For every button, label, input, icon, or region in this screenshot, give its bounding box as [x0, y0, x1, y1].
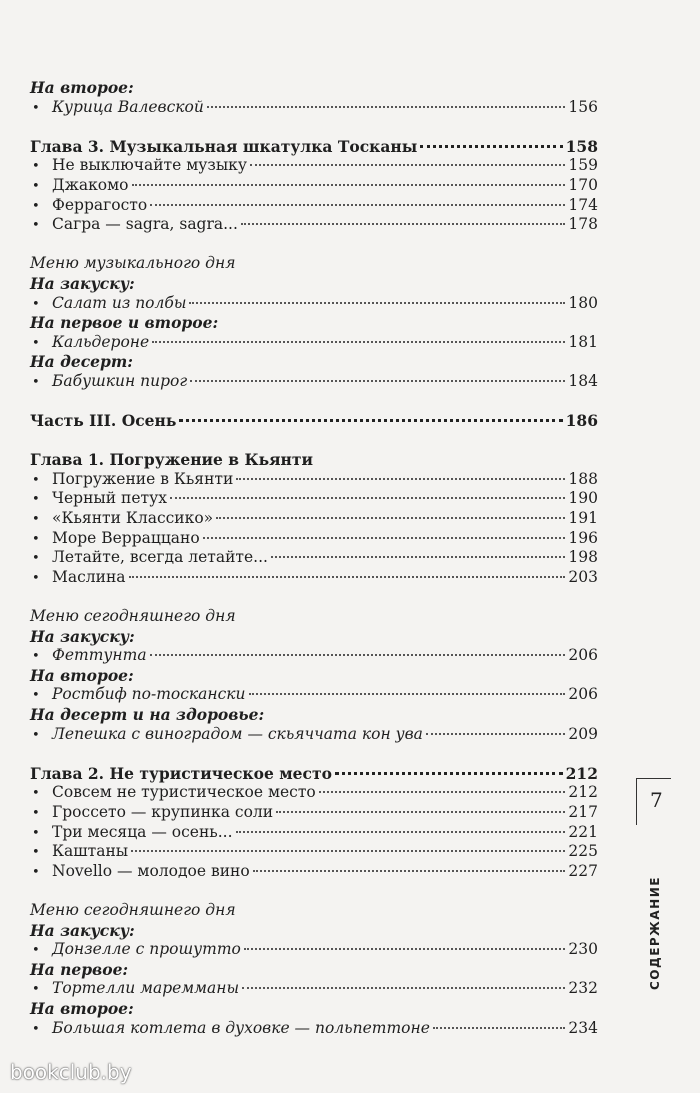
toc-entry-title: Салат из полбы [52, 293, 187, 312]
toc-page-number: 234 [568, 1018, 598, 1037]
bullet-icon: • [32, 472, 40, 488]
course-heading [30, 705, 598, 725]
toc-entry-title: Novello — молодое вино [52, 861, 250, 880]
toc-entry-title: Донзелле с прошутто [52, 940, 241, 959]
toc-entry-title: Феррагосто [52, 195, 148, 214]
dot-leader [319, 791, 566, 793]
dot-leader [253, 870, 566, 872]
dot-leader [420, 145, 562, 148]
course-heading [30, 960, 598, 980]
toc-page-number: 174 [568, 195, 598, 214]
dot-leader [244, 948, 566, 950]
toc-page-number: 217 [568, 802, 598, 821]
toc-entry [30, 333, 598, 353]
toc-entry-title: Кальдероне [52, 332, 150, 351]
menu-heading [30, 607, 598, 627]
toc-entry-title: Каштаны [52, 842, 129, 861]
toc-entry-title: Не выключайте музыку [52, 156, 247, 175]
bullet-icon: • [32, 296, 40, 312]
dot-leader [131, 850, 565, 852]
course-heading [30, 921, 598, 941]
toc-entry-title: Черный петух [52, 489, 167, 508]
toc-page-number: 230 [568, 940, 598, 959]
toc-entry-title: Тортелли маремманы [52, 979, 240, 998]
dot-leader [249, 693, 566, 695]
menu-heading [30, 901, 598, 921]
toc-page-number: 156 [568, 97, 598, 116]
bullet-icon: • [32, 374, 40, 390]
toc-page-number: 181 [568, 332, 598, 351]
dot-leader [150, 654, 566, 656]
course-title: На десерт и на здоровье: [30, 705, 265, 724]
dot-leader [426, 733, 566, 735]
dot-leader [129, 576, 566, 578]
toc-page-number: 225 [568, 842, 598, 861]
spacer [30, 431, 598, 451]
dot-leader [189, 302, 565, 304]
bullet-icon: • [32, 198, 40, 214]
toc-entry-title: Три месяца — осень... [52, 822, 233, 841]
menu-title: Меню сегодняшнего дня [30, 607, 236, 626]
toc-page-number: 206 [568, 646, 598, 665]
toc-page-number: 158 [565, 136, 598, 156]
bullet-icon: • [32, 845, 40, 861]
dot-leader [250, 164, 565, 166]
dot-leader [190, 380, 565, 382]
dot-leader [170, 497, 565, 499]
spacer [30, 392, 598, 412]
bullet-icon: • [32, 335, 40, 351]
toc-page-number: 170 [568, 175, 598, 194]
bullet-icon: • [32, 727, 40, 743]
toc-page-number: 212 [565, 763, 598, 783]
page-number: 7 [650, 788, 663, 812]
toc-entry [30, 548, 598, 568]
toc-page-number: 159 [568, 156, 598, 175]
toc-page-number: 203 [568, 567, 598, 586]
course-heading [30, 274, 598, 294]
course-title: На десерт: [30, 352, 133, 372]
toc-page-number: 180 [568, 293, 598, 312]
course-title: На второе: [30, 998, 134, 1018]
toc-page-number: 209 [568, 724, 598, 743]
toc-entry-title: Совсем не туристическое место [52, 783, 316, 802]
bullet-icon: • [32, 178, 40, 194]
bullet-icon: • [32, 159, 40, 175]
toc-entry [30, 470, 598, 490]
toc-entry-title: Маслина [52, 567, 126, 586]
course-heading [30, 313, 598, 333]
toc-entry [30, 372, 598, 392]
section-label: СОДЕРЖАНИЕ [648, 876, 662, 990]
dot-leader [132, 184, 566, 186]
course-title: На второе: [30, 665, 134, 685]
toc-entry [30, 783, 598, 803]
toc-entry [30, 294, 598, 314]
dot-leader [236, 478, 565, 480]
chapter-title: Часть III. Осень [30, 411, 177, 431]
dot-leader [152, 341, 565, 343]
toc-page-number: 178 [568, 215, 598, 234]
toc-chapter [30, 764, 598, 784]
bullet-icon: • [32, 805, 40, 821]
toc-chapter [30, 411, 598, 431]
bullet-icon: • [32, 864, 40, 880]
toc-entry-title: Гроссето — крупинка соли [52, 802, 274, 821]
toc-entry [30, 98, 598, 118]
dot-leader [179, 419, 562, 422]
bullet-icon: • [32, 570, 40, 586]
toc-page-number: 232 [568, 979, 598, 998]
course-heading [30, 352, 598, 372]
course-heading [30, 78, 598, 98]
dot-leader [236, 831, 566, 833]
toc-entry [30, 1019, 598, 1039]
bullet-icon: • [32, 492, 40, 508]
bullet-icon: • [32, 825, 40, 841]
toc-entry [30, 568, 598, 588]
menu-title: Меню сегодняшнего дня [30, 900, 236, 919]
toc-page-number: 212 [568, 783, 598, 802]
toc-entry [30, 823, 598, 843]
bullet-icon: • [32, 100, 40, 116]
toc-entry [30, 940, 598, 960]
chapter-title: Глава 3. Музыкальная шкатулка Тосканы [30, 136, 418, 156]
toc-page-number: 196 [568, 528, 598, 547]
toc-page-number: 221 [568, 822, 598, 841]
toc-entry-title: Море Верраццано [52, 528, 200, 547]
toc-entry-title: Джакомо [52, 175, 129, 194]
toc-entry [30, 156, 598, 176]
bullet-icon: • [32, 512, 40, 528]
spacer [30, 881, 598, 901]
toc-entry [30, 725, 598, 745]
toc-entry [30, 803, 598, 823]
toc-entry [30, 529, 598, 549]
toc-entry [30, 646, 598, 666]
toc-page-number: 184 [568, 371, 598, 390]
course-title: На закуску: [30, 273, 135, 293]
dot-leader [271, 556, 565, 558]
menu-heading [30, 254, 598, 274]
course-heading [30, 627, 598, 647]
dot-leader [242, 987, 565, 989]
course-title: На первое и второе: [30, 313, 219, 333]
spacer [30, 587, 598, 607]
spacer [30, 744, 598, 764]
dot-leader [150, 204, 565, 206]
course-title: На второе: [30, 78, 134, 97]
menu-title: Меню музыкального дня [30, 254, 236, 273]
chapter-title: Глава 1. Погружение в Кьянти [30, 450, 313, 470]
toc-chapter [30, 450, 598, 470]
bullet-icon: • [32, 218, 40, 234]
table-of-contents [30, 78, 598, 1038]
toc-entry [30, 979, 598, 999]
toc-entry-title: Летайте, всегда летайте... [52, 548, 268, 567]
spacer [30, 235, 598, 255]
course-heading [30, 666, 598, 686]
toc-entry-title: Большая котлета в духовке — польпеттоне [52, 1018, 430, 1037]
course-title: На закуску: [30, 626, 135, 646]
course-title: На закуску: [30, 920, 135, 940]
chapter-title: Глава 2. Не туристическое место [30, 763, 332, 783]
toc-page-number: 206 [568, 685, 598, 704]
toc-entry [30, 862, 598, 882]
bullet-icon: • [32, 982, 40, 998]
spacer [30, 117, 598, 137]
toc-entry [30, 215, 598, 235]
toc-entry-title: Сагра — sagra, sagra... [52, 215, 238, 234]
bullet-icon: • [32, 786, 40, 802]
dot-leader [276, 811, 565, 813]
toc-page-number: 227 [568, 861, 598, 880]
bullet-icon: • [32, 688, 40, 704]
dot-leader [335, 772, 563, 775]
toc-entry [30, 685, 598, 705]
toc-entry-title: Лепешка с виноградом — скьяччата кон ува [52, 724, 423, 743]
dot-leader [433, 1027, 566, 1029]
toc-entry-title: «Кьянти Классико» [52, 509, 214, 528]
toc-page-number: 186 [565, 411, 598, 431]
toc-entry [30, 176, 598, 196]
toc-entry [30, 842, 598, 862]
toc-entry-title: Погружение в Кьянти [52, 469, 234, 488]
toc-entry-title: Курица Валевской [52, 97, 204, 116]
dot-leader [216, 517, 565, 519]
bullet-icon: • [32, 551, 40, 567]
course-title: На первое: [30, 959, 129, 979]
bullet-icon: • [32, 1021, 40, 1037]
toc-page-number: 188 [568, 469, 598, 488]
dot-leader [207, 106, 566, 108]
course-heading [30, 999, 598, 1019]
toc-page-number: 190 [568, 489, 598, 508]
bullet-icon: • [32, 649, 40, 665]
toc-entry [30, 489, 598, 509]
bullet-icon: • [32, 531, 40, 547]
toc-page-number: 198 [568, 548, 598, 567]
toc-entry-title: Ростбиф по-тоскански [52, 685, 246, 704]
toc-chapter [30, 137, 598, 157]
bullet-icon: • [32, 943, 40, 959]
toc-entry-title: Феттунта [52, 646, 147, 665]
toc-entry [30, 509, 598, 529]
toc-entry-title: Бабушкин пирог [52, 371, 188, 390]
dot-leader [203, 537, 566, 539]
dot-leader [241, 223, 565, 225]
toc-entry [30, 196, 598, 216]
watermark: bookclub.by [10, 1060, 132, 1084]
toc-page-number: 191 [568, 509, 598, 528]
